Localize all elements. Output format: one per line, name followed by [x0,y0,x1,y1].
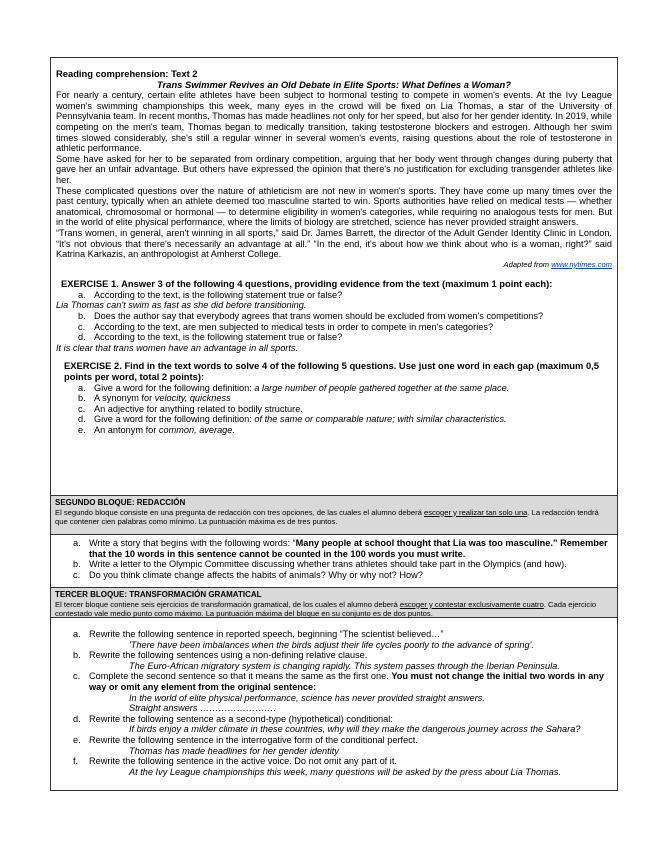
block-2-heading: SEGUNDO BLOQUE: REDACCIÓN [55,498,186,507]
question-text: According to the text, is the following statement true or false? [94,289,343,300]
ex1-question-b [78,311,612,322]
ex1-question-c [78,322,612,333]
writing-option-b [73,559,613,570]
question-statement: It is clear that trans women have an advantage in all sports. [56,342,299,353]
question-text: Rewrite the following sentence in the interrogative form of the conditional perfect. [89,734,418,745]
question-letter: d. [78,332,86,343]
question-text: Does the author say that everybody agrees that trans women should be excluded from women's competitions? [94,311,544,322]
question-sentence: The Euro-African migratory system is changing rapidly. This system passes through the Iberian Peninsula. [129,660,560,671]
block-2-instructions [51,495,617,534]
question-letter: d. [78,414,86,425]
article-paragraph-3: These complicated questions over the nature of athleticism are not new in women's sports. They have come up many times over the past century, typically when an athlete deemed too masculine started to win. Sports authorities have relied on medical tests — whether anatomical, chromosomal or hormonal — to determine eligibility in women's categories, while requiring no analogous tests for men. But in the world of elite physical performance, where the limits of biology are stretched, science has never provided straight answers. [56,185,612,228]
exam-sheet [50,57,618,791]
grammar-item-d [73,714,613,725]
question-letter: a. [78,382,86,393]
question-letter: b. [78,311,86,322]
question-text: Rewrite the following sentences using a non-defining relative clause. [89,650,368,661]
block-2-text-end: . La redacción tendrá que contener cien palabras como mínimo. La puntuación máxima es de tres puntos. [55,507,599,527]
question-text: An antonym for [94,425,159,435]
grammar-item-b [73,650,613,661]
question-text: Write a story that begins with the following words: “ [89,538,296,548]
source-link[interactable]: www.nytimes.com [551,259,612,269]
block-2-text: El segundo bloque consiste en una pregunta de redacción con tres opciones, de las cuales el alumno deberá [55,507,424,517]
question-text: Write a letter to the Olympic Committee discussing whether trans athletes should take part in the Olympics (and how). [89,559,567,570]
question-letter: a. [78,289,86,300]
question-sentence: 'There have been imbalances when the birds adjust their life cycles poorly to the advance of spring'. [129,639,534,650]
question-text: An adjective for anything related to bodily structure. [94,403,303,414]
question-letter: d. [73,713,81,724]
question-letter: a. [73,538,81,548]
article-paragraph-1: For nearly a century, certain elite athletes have been subject to hormonal testing to compete in women's events. At the Ivy League women's swimming championships this week, many eyes in the crowd will be fixed on Lia Thomas, a star of the University of Pennsylvania team. In recent months, Thomas has made headlines not only for her speed, but also for her gender identity. In 2019, while competing on the men's team, Thomas began to medically transition, taking testosterone blockers and estrogen. Although her swim times slowed considerably, she's still a regular winner in several women's events, raising questions about the role of testosterone in athletic performance. [56,90,612,154]
exercise-2-heading: EXERCISE 2. Find in the text words to solve 4 of the following 5 questions. Use just one word in each gap (maximum 0,5 points per word, total 2 points): [64,360,599,383]
grammar-item-a [73,629,613,640]
writing-section [51,534,617,587]
question-emphasis: Many people at school thought that Lia was too masculine.” Remember that the 10 words in this sentence cannot be counted in the 100 words you must write. [89,538,608,559]
ex2-question-b [78,393,612,404]
question-letter: c. [78,321,86,332]
question-text: Do you think climate change affects the habits of animals? Why or why not? How? [89,569,423,580]
question-text: According to the text, is the following statement true or false? [94,332,343,343]
question-text: According to the text, are men subjected to medical tests in order to compete in men's categories? [94,321,494,332]
article-title: Trans Swimmer Revives an Old Debate in Elite Sports: What Defines a Woman? [157,78,511,90]
answer-blank: Straight answers ……………………. [129,703,277,714]
block-3-underlined: escoger y contestar exclusivamente cuatro [399,599,544,609]
ex2-question-a [78,383,612,394]
question-statement: Lia Thomas can't swim as fast as she did before transitioning. [56,300,307,311]
question-letter: b. [78,393,86,404]
question-definition: a large number of people gathered together at the same place. [254,382,510,393]
writing-option-a [73,538,613,559]
question-text: A synonym for [94,393,155,404]
ex2-question-e [78,425,612,436]
question-text: Give a word for the following definition: [94,382,255,393]
article-paragraph-2: Some have asked for her to be separated from ordinary competition, arguing that her body went through changes during puberty that gave her an unfair advantage. But others have expressed the opinion that there's no justification for excluding transgender athletes like her. [56,153,612,185]
exercise-1-heading: EXERCISE 1. Answer 3 of the following 4 questions, providing evidence from the text (maximum 1 point each): [61,278,553,290]
source-prefix: Adapted from [503,259,552,269]
grammar-item-f [73,756,613,767]
question-text: Rewrite the following sentence in reported speech, beginning “The scientist believed…” [89,629,444,639]
question-text: Rewrite the following sentence in the active voice. Do not omit any part of it. [89,756,397,767]
question-sentence: Thomas has made headlines for her gender identity [129,745,339,756]
question-letter: f. [73,756,79,767]
question-sentence: In the world of elite physical performance, science has never provided straight answers. [129,692,485,703]
block-3-text: El tercer bloque contiene seis ejercicios de transformación gramatical, de los cuales el alumno deberá [55,599,400,609]
article-paragraph-4: “Trans women, in general, aren't winning in all sports,” said Dr. James Barrett, the director of the Adult Gender Identity Clinic in London. “It's not obvious that there's necessarily an advantage at all.” “In the end, it's about how we think about who is a woman, right?” said Katrina Karkazis, an anthropologist at Amherst College. [56,227,612,260]
source-credit [56,260,612,271]
block-3-heading: TERCER BLOQUE: TRANSFORMACIÓN GRAMATICAL [55,590,262,599]
ex1-question-a [78,290,612,301]
ex2-question-c [78,404,612,415]
grammar-item-e [73,735,613,746]
question-text: Complete the second sentence so that it means the same as the first one. [89,671,392,682]
reading-section [51,58,617,435]
question-sentence: If birds enjoy a milder climate in these countries, why will they make the dangerous journey across the Sahara? [129,724,581,735]
question-letter: a. [73,629,81,639]
ex1-question-d [78,332,612,343]
question-emphasis: You must not change the initial two words in any way or omit any element from the original sentence: [89,671,605,692]
question-letter: e. [78,425,86,435]
ex2-question-d [78,414,612,425]
block-3-text-end: . Cada ejercicio contestado vale medio punto como máximo. La puntuación máxima del bloque en su conjunto es de dos puntos. [55,599,597,619]
question-letter: b. [73,559,81,570]
question-definition: velocity, quickness [154,393,231,404]
question-sentence: At the Ivy League championships this week, many questions will be asked by the press about Lia Thomas. [129,766,562,777]
grammar-item-c [73,671,613,692]
question-text: Rewrite the following sentence as a second-type (hypothetical) conditional: [89,713,393,724]
block-2-description [55,508,613,527]
section-heading: Reading comprehension: Text 2 [56,68,198,79]
question-letter: b. [73,650,81,661]
question-letter: c. [73,569,81,580]
block-2-underlined: escoger y realizar tan solo una [423,507,528,517]
question-letter: c. [73,671,81,682]
question-text: Give a word for the following definition: [94,414,255,425]
block-3-instructions [51,587,617,617]
grammar-section [51,617,617,790]
question-letter: c. [78,403,86,414]
writing-option-c [73,570,613,581]
question-definition: of the same or comparable nature; with similar characteristics. [254,414,507,425]
question-definition: common, average. [158,425,235,435]
question-letter: e. [73,734,81,745]
block-3-description [55,600,613,619]
